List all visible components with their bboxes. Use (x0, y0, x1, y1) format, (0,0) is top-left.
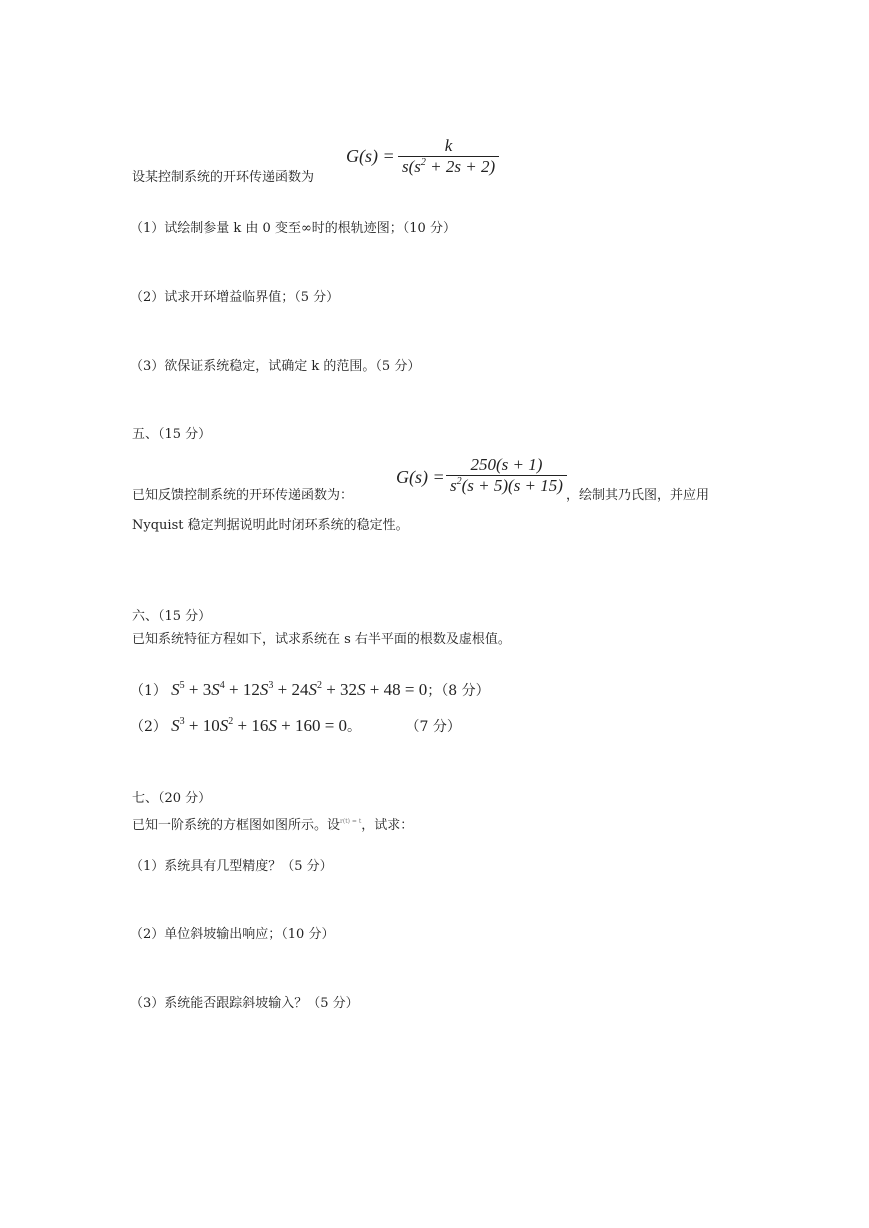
q5-formula-denominator: $s^2(s + 5)(s + 15)$ (450, 476, 563, 495)
q5-formula-numerator: 250(s + 1) (470, 455, 543, 474)
faint-input-expression: r(t) = t (340, 818, 362, 825)
q7-intro: 已知一阶系统的方框图如图所示。设$^{r(t) = t}$，试求： (132, 818, 414, 833)
q4-part-3: （3）欲保证系统稳定，试确定 k 的范围。（5 分） (130, 359, 421, 374)
q6-equation-2: （2） $S^3 + 10S^2 + 16S + 160 = 0$。 （7 分） (130, 716, 461, 735)
q4-formula-denominator: $s(s^2 + 2s + 2)$ (402, 157, 496, 176)
q6-header: 六、（15 分） (132, 609, 212, 624)
q5-intro: 已知反馈控制系统的开环传递函数为： (132, 488, 354, 503)
q6-equation-1: （1） $S^5 + 3S^4 + 12S^3 + 24S^2 + 32S + 48 = 0$；（8 分） (130, 680, 490, 699)
q7-part-2: （2）单位斜坡输出响应；（10 分） (130, 927, 335, 942)
q5-tail: ，绘制其乃氏图，并应用 (566, 488, 710, 503)
q5-header: 五、（15 分） (132, 427, 212, 442)
q5-line-2: Nyquist 稳定判据说明此时闭环系统的稳定性。 (132, 518, 409, 533)
q4-formula-numerator: k (444, 136, 453, 155)
q7-part-3: （3）系统能否跟踪斜坡输入？（5 分） (130, 996, 359, 1011)
q4-part-2: （2）试求开环增益临界值；（5 分） (130, 290, 340, 305)
q4-intro: 设某控制系统的开环传递函数为 (132, 170, 315, 185)
q4-formula-lhs: G(s) = (346, 146, 395, 166)
q4-part-1: （1）试绘制参量 k 由 0 变至∞时的根轨迹图；（10 分） (130, 221, 456, 236)
q5-formula-fraction (446, 455, 567, 496)
q6-intro: 已知系统特征方程如下，试求系统在 s 右半平面的根数及虚根值。 (132, 632, 511, 647)
q4-formula-fraction (398, 136, 499, 177)
q5-formula-lhs: G(s) = (396, 467, 445, 487)
q7-part-1: （1）系统具有几型精度？（5 分） (130, 859, 333, 874)
q7-header: 七、（20 分） (132, 791, 212, 806)
